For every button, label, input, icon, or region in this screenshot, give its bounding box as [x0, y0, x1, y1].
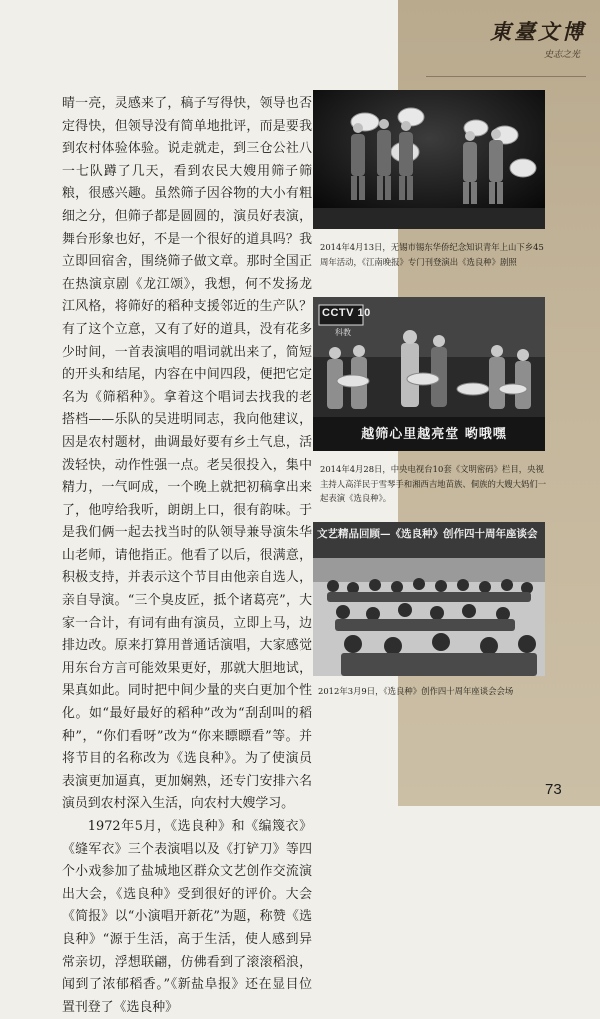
photo-symposium — [313, 522, 545, 676]
article-paragraph: 1972年5月，《选良种》和《编篾衣》《缝军衣》三个表演唱以及《打铲刀》等四个小戏参加了盐城地区群众文艺创作交流演出大会，《选良种》受到很好的评价。大会《简报》以“小演唱开新花”为题，称赞《选良种》“源于生活，高于生活，使人感到异常亲切，浮想联翩，仿佛看到了滚滚稻浪，闻到了浓郁稻香。”《新盐阜报》还在显目位置刊登了《选良种》 — [62, 819, 312, 1015]
symposium-banner: 文艺精品回顾—《选良种》创作四十周年座谈会 — [317, 528, 538, 540]
article-paragraph: 晴一亮，灵感来了，稿子写得快，领导也否定得快，但领导没有简单地批评，而是要我到农村体验体验。说走就走，到三仓公社八一七队蹲了几天，看到农民大嫂用筛子筛粮，很感兴趣。虽然筛子因谷物的大小有粗细之分，但筛子都是圆圆的，演员好表演，舞台形象也好，不是一个很好的道具吗？我立即回宿舍，围绕筛子做文章。那时全国正在热演京剧《龙江颂》，我想，何不发扬龙江风格，将筛好的稻种支援邻近的生产队？有了这个立意，又有了好的道具，没有花多少时间，一首表演唱的唱词就出来了，简短的开头和结尾，内容在中间四段，便把它定名为《筛稻种》。拿着这个唱词去找我的老搭档——乐队的吴进明同志，我向他建议，因是农村题材，曲调最好要有乡土气息，活泼轻快，动作性强一点。老吴很投入，集中精力，一气呵成，一个晚上就把初稿拿出来了，他哼给我听，朗朗上口，很有韵味。于是我们俩一起去找当时的队领导兼导演朱华山老师，请他指正。他看了以后，很满意，积极支持，并表示这个节目由他亲自选人，亲自导演。“三个臭皮匠，抵个诸葛亮”，大家一合计，有词有曲有演员，立即上马，边排边改。原来打算用普通话演唱，大家感觉用东台方言可能效果更好，那就大胆地试，果真如此。同时把中间少量的夹白更加个性化。如“最好最好的稻种”改为“刮刮叫的稻种”，“你们看呀”改为“你来瞟瞟看”等。并将节目的名称改为《选良种》。为了使演员表演更加逼真，更加娴熟，还专门安排六名演员到农村深入生活，向农村大嫂学习。 — [62, 96, 312, 812]
photo-caption: 2012年3月9日，《选良种》创作四十周年座谈会会场 — [318, 686, 514, 696]
masthead-rule — [426, 76, 586, 77]
page-number: 73 — [545, 781, 562, 798]
photo-stage-performance — [313, 90, 545, 229]
photo-caption: 2014年4月13日，无锡市锡东华侨纪念知识青年上山下乡45周年活动，《江南晚报》专门刊登演出《选良种》剧照 — [320, 242, 544, 267]
cctv-channel-label: 科教 — [335, 328, 351, 337]
photo-cctv-show — [313, 297, 545, 451]
article-body — [62, 93, 312, 1019]
tv-subtitle-overlay: 越筛心里越亮堂 哟哦嘿 — [361, 427, 507, 442]
photo-caption: 2014年4月28日，中央电视台10套《文明密码》栏目，央视主持人高洋民于雪琴手和湘西吉地苗族、侗族的大嫂大妈们一起表演《选良种》。 — [320, 464, 547, 503]
masthead-title: 東臺文博 — [490, 19, 586, 44]
masthead — [490, 16, 586, 60]
masthead-subtitle: 史志之光 — [543, 50, 580, 60]
cctv-logo: CCTV 10 — [322, 307, 371, 319]
